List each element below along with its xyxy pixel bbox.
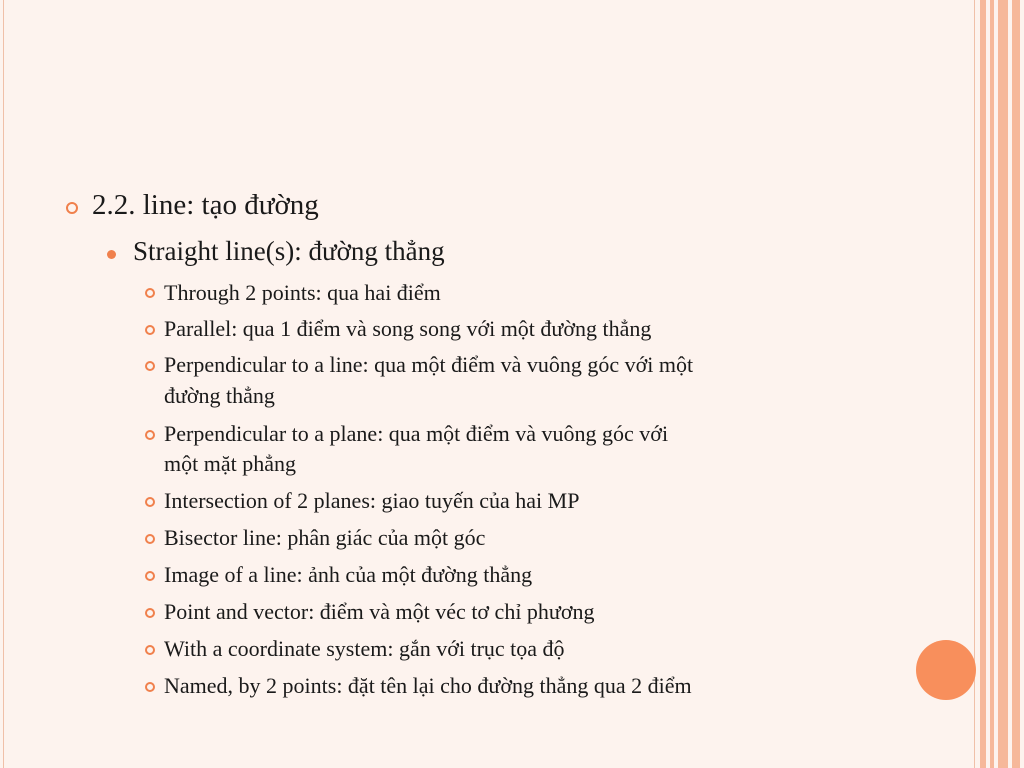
- ring-bullet-icon: [66, 202, 78, 214]
- ring-bullet-icon: [145, 430, 155, 440]
- ring-bullet-icon: [145, 534, 155, 544]
- ring-bullet-icon: [145, 325, 155, 335]
- ring-bullet-icon: [145, 608, 155, 618]
- stripe: [998, 0, 1008, 768]
- list-item: Parallel: qua 1 điểm và song song với một đường thẳng: [164, 316, 652, 341]
- ring-bullet-icon: [145, 571, 155, 581]
- subheading: Straight line(s): đường thẳng: [133, 236, 445, 266]
- list-item-continuation: một mặt phẳng: [164, 451, 296, 476]
- dot-bullet-icon: [107, 250, 116, 259]
- list-item: With a coordinate system: gắn với trục tọa độ: [164, 636, 565, 661]
- list-item: Bisector line: phân giác của một góc: [164, 525, 486, 550]
- list-item: Intersection of 2 planes: giao tuyến của hai MP: [164, 488, 580, 513]
- ring-bullet-icon: [145, 497, 155, 507]
- stripe: [1012, 0, 1020, 768]
- stripe: [980, 0, 986, 768]
- ring-bullet-icon: [145, 645, 155, 655]
- list-item: Image of a line: ảnh của một đường thẳng: [164, 562, 533, 587]
- ring-bullet-icon: [145, 288, 155, 298]
- list-item: Through 2 points: qua hai điểm: [164, 280, 441, 305]
- ring-bullet-icon: [145, 682, 155, 692]
- heading: 2.2. line: tạo đường: [92, 189, 319, 221]
- list-item-continuation: đường thẳng: [164, 383, 275, 408]
- list-item: Named, by 2 points: đặt tên lại cho đường thẳng qua 2 điểm: [164, 673, 692, 698]
- accent-circle: [916, 640, 976, 700]
- list-item: Perpendicular to a plane: qua một điểm và vuông góc với: [164, 421, 669, 446]
- list-item: Point and vector: điểm và một véc tơ chỉ phương: [164, 599, 595, 624]
- decorative-stripes: [980, 0, 1024, 768]
- ring-bullet-icon: [145, 361, 155, 371]
- list-item: Perpendicular to a line: qua một điểm và vuông góc với một: [164, 352, 694, 377]
- stripe: [990, 0, 994, 768]
